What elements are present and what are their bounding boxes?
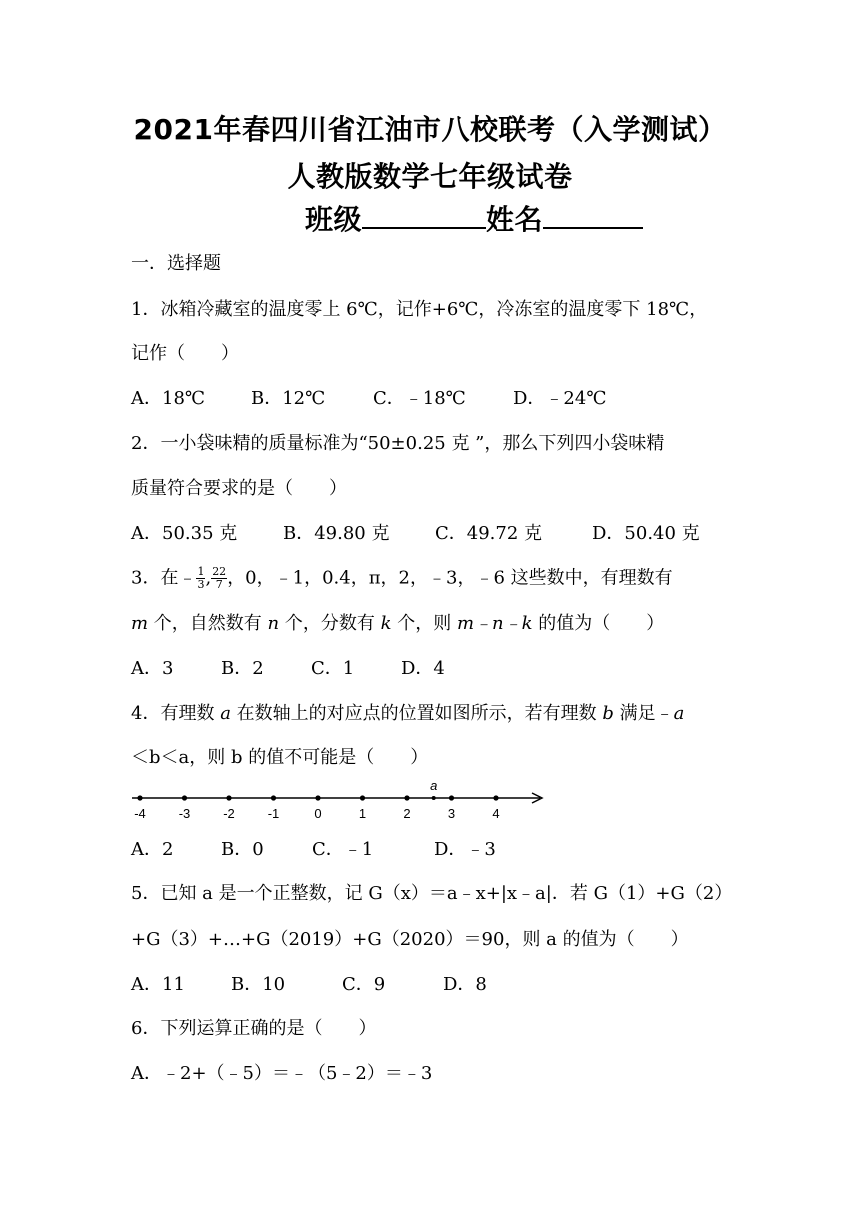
fraction-22-7 [211, 566, 227, 591]
text-segment: 满足﹣ [613, 703, 674, 724]
question-1-options [131, 387, 606, 411]
var-a: a [673, 703, 685, 724]
question-5-options [131, 973, 487, 997]
exam-title: 2021年春四川省江油市八校联考（入学测试） [133, 113, 727, 146]
name-blank[interactable] [543, 201, 643, 229]
number-line-figure [128, 776, 552, 826]
question-3-prompt [131, 612, 664, 636]
name-label: 姓名 [486, 203, 544, 236]
question-4-text [131, 702, 684, 726]
question-1-text: 1．冰箱冷藏室的温度零上 6℃，记作+6℃，冷冻室的温度零下 18℃， [131, 299, 708, 320]
option-a[interactable]: A．11 [131, 974, 185, 995]
option-b[interactable]: B．49.80 克 [283, 523, 390, 544]
tick-dot [449, 795, 454, 800]
option-b[interactable]: B．10 [231, 974, 286, 995]
question-6-option-a[interactable]: A．﹣2+（﹣5）＝﹣（5﹣2）＝﹣3 [131, 1063, 433, 1084]
question-6-text: 6．下列运算正确的是（ ） [131, 1018, 377, 1039]
option-a[interactable]: A．2 [131, 839, 174, 860]
option-d[interactable]: D．﹣24℃ [513, 388, 607, 409]
question-3-text [131, 566, 673, 591]
option-c[interactable]: C．﹣1 [312, 839, 374, 860]
tick-label: -1 [267, 806, 280, 821]
question-2-prompt: 质量符合要求的是（ ） [131, 478, 347, 499]
number-line-ticks [134, 778, 499, 821]
question-3-options [131, 657, 445, 681]
option-c[interactable]: C．﹣18℃ [373, 388, 466, 409]
text-segment: 个，自然数有 [148, 613, 268, 634]
tick-dot [182, 795, 187, 800]
option-b[interactable]: B．12℃ [251, 388, 326, 409]
var-k: k [380, 613, 392, 634]
student-info-row [305, 198, 643, 238]
option-b[interactable]: B．0 [221, 839, 264, 860]
section-heading: 一．选择题 [131, 253, 221, 274]
question-3-suffix: ，0，﹣1，0.4，π，2，﹣3，﹣6 这些数中，有理数有 [227, 567, 673, 589]
option-c[interactable]: C．49.72 克 [435, 523, 543, 544]
class-label: 班级 [305, 203, 363, 236]
option-d[interactable]: D．4 [401, 658, 445, 679]
question-2-options [131, 522, 700, 546]
fraction-denominator: 7 [215, 578, 223, 591]
tick-label: 1 [358, 806, 367, 821]
tick-dot [360, 795, 365, 800]
option-c[interactable]: C．1 [311, 658, 355, 679]
tick-dot [493, 795, 498, 800]
var-b: b [602, 703, 614, 724]
option-a[interactable]: A．18℃ [131, 388, 206, 409]
option-d[interactable]: D．﹣3 [434, 839, 496, 860]
question-5-prompt: +G（3）+…+G（2019）+G（2020）＝90，则 a 的值为（ ） [131, 929, 689, 950]
tick-dot [226, 795, 231, 800]
var-m: m [131, 613, 149, 634]
var-a: a [220, 703, 231, 724]
separator: , [205, 567, 212, 589]
tick-label: -2 [223, 806, 235, 821]
fraction-numerator: 1 [197, 565, 205, 578]
point-a-label: a [430, 778, 438, 793]
option-a[interactable]: A．50.35 克 [131, 523, 238, 544]
text-segment: 个，分数有 [279, 613, 381, 634]
tick-label: 2 [403, 806, 411, 821]
tick-dot [137, 795, 142, 800]
tick-label: 3 [447, 806, 456, 821]
point-a-marker [432, 796, 436, 800]
exam-subtitle: 人教版数学七年级试卷 [287, 160, 573, 193]
text-segment: 4．有理数 [131, 703, 221, 724]
question-5-text: 5．已知 a 是一个正整数，记 G（x）＝a﹣x+|x﹣a|．若 G（1）+G（2） [131, 883, 733, 904]
option-a[interactable]: A．3 [131, 658, 174, 679]
text-segment: 个，则 [391, 613, 457, 634]
question-2-text: 2．一小袋味精的质量标准为“50±0.25 克 ”，那么下列四小袋味精 [131, 433, 665, 454]
text-segment: 的值为（ ） [532, 613, 665, 634]
option-c[interactable]: C．9 [342, 974, 386, 995]
expression: m﹣n﹣k [456, 613, 533, 634]
question-4-options [131, 838, 496, 862]
tick-dot [404, 795, 409, 800]
var-n: n [267, 613, 280, 634]
tick-dot [271, 795, 276, 800]
fraction-numerator: 22 [212, 565, 227, 578]
question-3-prefix: 3．在﹣ [131, 567, 197, 589]
option-d[interactable]: D．50.40 克 [592, 523, 700, 544]
fraction-denominator: 3 [197, 578, 205, 591]
tick-label: -4 [134, 806, 146, 821]
tick-label: 0 [314, 806, 322, 821]
tick-dot [315, 795, 320, 800]
question-4-prompt: ＜b＜a，则 b 的值不可能是（ ） [131, 747, 429, 768]
tick-label: 4 [492, 806, 500, 821]
question-1-prompt: 记作（ ） [131, 343, 239, 364]
text-segment: 在数轴上的对应点的位置如图所示，若有理数 [230, 703, 603, 724]
class-blank[interactable] [362, 201, 486, 229]
option-b[interactable]: B．2 [221, 658, 264, 679]
option-d[interactable]: D．8 [443, 974, 487, 995]
tick-label: -3 [178, 806, 191, 821]
